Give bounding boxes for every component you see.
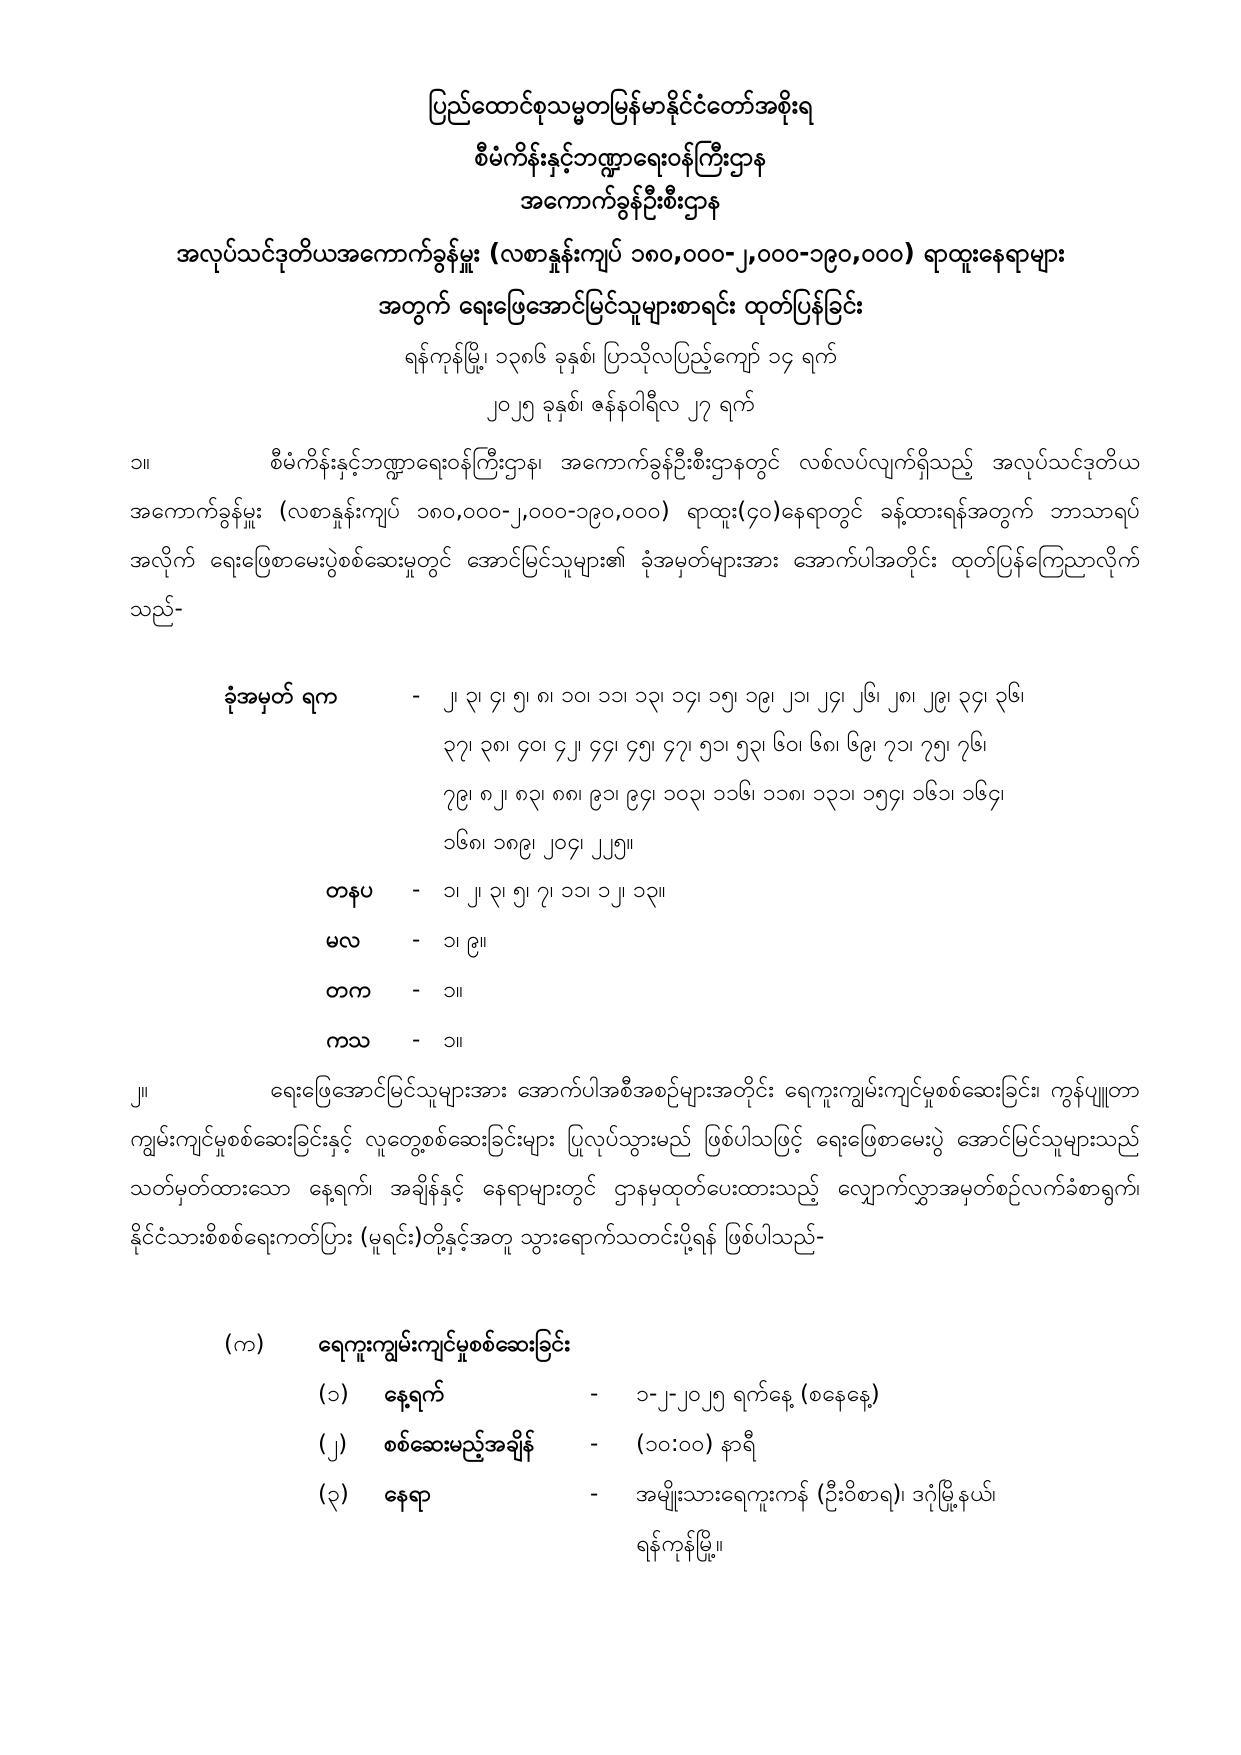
paragraph-1-text: စီမံကိန်းနှင့်ဘဏ္ဍာရေးဝန်ကြီးဌာန၊ အကောက်ခွန်ဦးစီးဌာနတွင် လစ်လပ်လျက်ရှိသည့် အလုပ်သင်ဒုတိယအကောက်ခွန်မှူး (လစာနှုန်းကျပ် ၁၈၀,၀၀၀-၂,၀၀၀-၁၉၀,၀၀၀) ရာထူး(၄၀)နေရာတွင် ခန့်ထားရန်အတွက် ဘာသာရပ်အလိုက် ရေးဖြေစာမေးပွဲစစ်ဆေးမှုတွင် အောင်မြင်သူများ၏ ခုံအမှတ်များအား အောက်ပါအတိုင်း ထုတ်ပြန်ကြေညာလိုက်သည်- [130,449,1140,622]
paragraph-2-text: ရေးဖြေအောင်မြင်သူများအား အောက်ပါအစီအစဉ်များအတိုင်း ရေကူးကျွမ်းကျင်မှုစစ်ဆေးခြင်း၊ ကွန်ပျူတာကျွမ်းကျင်မှုစစ်ဆေးခြင်းနှင့် လူတွေ့စစ်ဆေးခြင်းများ ပြုလုပ်သွားမည် ဖြစ်ပါသဖြင့် ရေးဖြေစာမေးပွဲ အောင်မြင်သူများသည် သတ်မှတ်ထားသော နေ့ရက်၊ အချိန်နှင့် နေရာများတွင် ဌာနမှထုတ်ပေးထားသည့် လျှောက်လွှာအမှတ်စဉ်လက်ခံစာရွက်၊ နိုင်ငံသားစိစစ်ရေးကတ်ပြား (မူရင်း)တို့နှင့်အတူ သွားရောက်သတင်းပို့ရန် ဖြစ်ပါသည်- [130,1077,1140,1250]
paragraph-1-number: ၁။ [130,449,150,475]
header-department: အကောက်ခွန်ဦးစီးဌာန [520,185,721,214]
item-2-value: (၁၀:၀၀) နာရီ [636,1431,756,1457]
seat-label-mala: မလ [326,927,361,953]
item-1-number: (၁) [318,1381,349,1407]
seat-values-line: ၁၆၈၊ ၁၈၉၊ ၂၀၄၊ ၂၂၅။ [443,829,634,855]
seat-values-taka: ၁။ [443,977,463,1003]
item-3-number: (၃) [318,1481,349,1507]
item-3-value: အမျိုးသားရေကူးကန် (ဦးဝိစာရ)၊ ဒဂုံမြို့နယ်၊ [636,1481,996,1507]
header-title-line2: အတွက် ရေးဖြေအောင်မြင်သူများစာရင်း ထုတ်ပြန်ခြင်း [378,290,863,319]
header-title-line1: အလုပ်သင်ဒုတိယအကောက်ခွန်မှူး (လစာနှုန်းကျပ် ၁၈၀,၀၀၀-၂,၀၀၀-၁၉၀,၀၀၀) ရာထူးနေရာများ [176,238,1065,267]
header-ministry: စီမံကိန်းနှင့်ဘဏ္ဍာရေးဝန်ကြီးဌာန [474,142,767,171]
item-1-value: ၁-၂-၂၀၂၅ ရက်နေ့ (စနေနေ့) [636,1381,880,1407]
seat-label-kasa: ကသ [326,1027,371,1053]
seat-values-mala: ၁၊ ၉။ [443,927,487,953]
section-ka-title: ရေကူးကျွမ်းကျင်မှုစစ်ဆေးခြင်း [318,1331,571,1357]
seat-values-main [443,671,1024,867]
item-3-value-continued: ရန်ကုန်မြို့။ [636,1531,724,1557]
seat-dash-taka: - [412,977,421,1003]
seat-dash-mala: - [412,927,421,953]
paragraph-1 [130,438,1140,634]
seat-dash-kasa: - [412,1027,421,1053]
item-3-label: နေရာ [384,1481,432,1507]
paragraph-2-number: ၂။ [130,1077,149,1103]
date-gregorian: ၂၀၂၅ ခုနှစ်၊ ဇန်နဝါရီလ ၂၇ ရက် [486,391,755,417]
header-government: ပြည်ထောင်စုသမ္မတမြန်မာနိုင်ငံတော်အစိုးရ [428,90,813,119]
item-2-dash: - [590,1431,599,1457]
date-myanmar: ရန်ကုန်မြို့၊ ၁၃၈၆ ခုနှစ်၊ ပြာသိုလပြည့်ကျော် ၁၄ ရက် [404,343,837,369]
seat-values-line: ၇၉၊ ၈၂၊ ၈၃၊ ၈၈၊ ၉၁၊ ၉၄၊ ၁၀၃၊ ၁၁၆၊ ၁၁၈၊ ၁၃၁၊ ၁၅၄၊ ၁၆၁၊ ၁၆၄၊ [443,780,1005,806]
item-2-number: (၂) [318,1431,348,1457]
item-3-dash: - [590,1481,599,1507]
item-1-dash: - [590,1381,599,1407]
seat-values-tanapa: ၁၊ ၂၊ ၃၊ ၅၊ ၇၊ ၁၁၊ ၁၂၊ ၁၃။ [443,877,666,903]
seat-values-line: ၃၇၊ ၃၈၊ ၄၀၊ ၄၂၊ ၄၄၊ ၄၅၊ ၄၇၊ ၅၁၊ ၅၃၊ ၆၀၊ ၆၈၊ ၆၉၊ ၇၁၊ ၇၅၊ ၇၆၊ [443,731,987,757]
seat-label-tanapa: တနပ [326,877,374,903]
seat-values-line: ၂၊ ၃၊ ၄၊ ၅၊ ၈၊ ၁၀၊ ၁၁၊ ၁၃၊ ၁၄၊ ၁၅၊ ၁၉၊ ၂၁၊ ၂၄၊ ၂၆၊ ၂၈၊ ၂၉၊ ၃၄၊ ၃၆၊ [443,682,1025,708]
seat-dash-main: - [412,683,421,709]
seat-dash-tanapa: - [412,877,421,903]
seat-label-taka: တက [326,977,371,1003]
paragraph-2 [130,1066,1140,1262]
seat-values-kasa: ၁။ [443,1027,463,1053]
section-ka-marker: (က) [224,1331,265,1357]
item-2-label: စစ်ဆေးမည့်အချိန် [384,1431,535,1457]
seat-label-main: ခုံအမှတ် ရက [224,683,338,709]
item-1-label: နေ့ရက် [384,1381,445,1407]
